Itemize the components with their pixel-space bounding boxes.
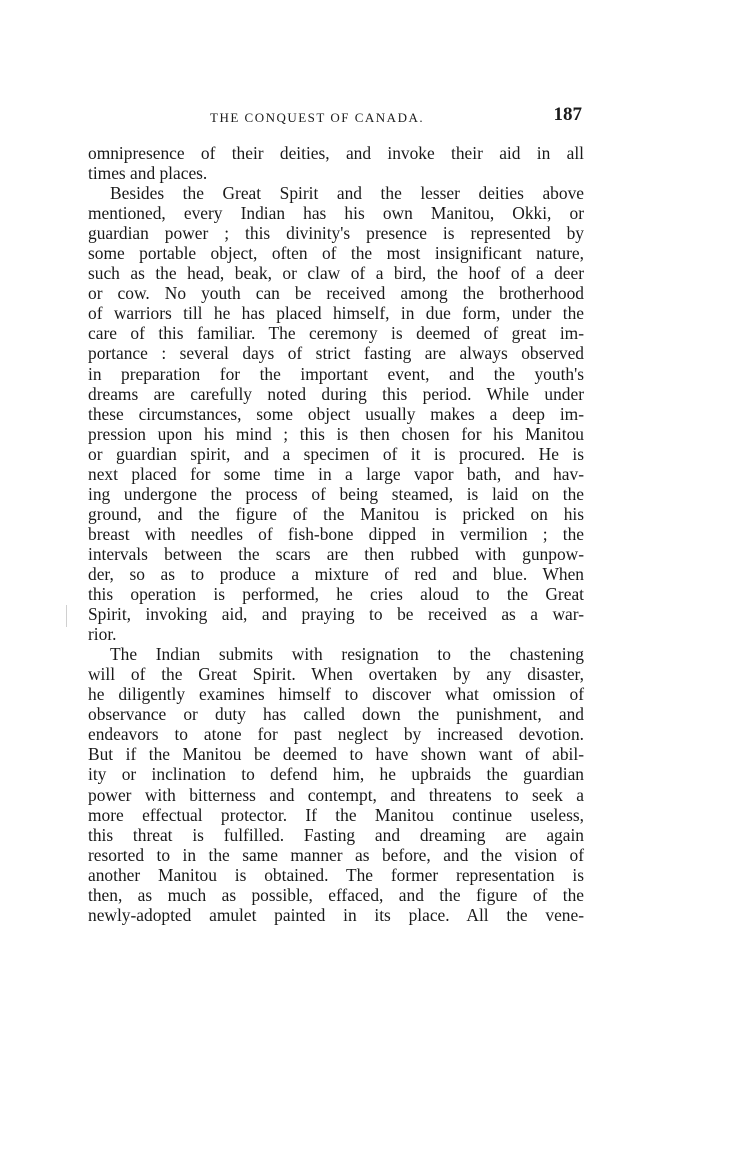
text-line: der, so as to produce a mixture of red and blue. When	[88, 563, 584, 584]
text-line: more effectual protector. If the Manitou continue useless,	[88, 804, 584, 825]
text-line: But if the Manitou be deemed to have shown want of abil-	[88, 744, 584, 765]
text-line: will of the Great Spirit. When overtaken by any disaster,	[88, 664, 584, 685]
page-number: 187	[553, 104, 582, 125]
text-line: resorted to in the same manner as before, and the vision of	[88, 844, 584, 865]
text-line: ground, and the figure of the Manitou is pricked on his	[88, 503, 584, 524]
text-line: another Manitou is obtained. The former representation is	[88, 864, 584, 885]
text-line: or guardian spirit, and a specimen of it is procured. He is	[88, 443, 584, 464]
text-line: in preparation for the important event, and the youth's	[88, 363, 584, 384]
running-title: THE CONQUEST OF CANADA.	[210, 110, 425, 125]
text-line: next placed for some time in a large vapor bath, and hav-	[88, 463, 584, 484]
text-line: he diligently examines himself to discover what omission of	[88, 684, 584, 705]
text-line: care of this familiar. The ceremony is deemed of great im-	[88, 323, 584, 344]
text-line: rior.	[88, 624, 117, 645]
text-line: endeavors to atone for past neglect by increased devotion.	[88, 724, 584, 745]
text-line: pression upon his mind ; this is then chosen for his Manitou	[88, 423, 584, 444]
text-line: The Indian submits with resignation to the chastening	[110, 644, 584, 665]
text-line: portance : several days of strict fasting are always observed	[88, 343, 584, 364]
text-line: breast with needles of fish-bone dipped in vermilion ; the	[88, 523, 584, 544]
text-line: then, as much as possible, effaced, and the figure of the	[88, 884, 584, 905]
text-line: ity or inclination to defend him, he upbraids the guardian	[88, 764, 584, 785]
text-line: power with bitterness and contempt, and threatens to seek a	[88, 784, 584, 805]
text-line: observance or duty has called down the punishment, and	[88, 704, 584, 725]
margin-pencil-mark	[66, 605, 67, 627]
text-line: or cow. No youth can be received among the brotherhood	[88, 283, 584, 304]
text-line: times and places.	[88, 163, 208, 184]
text-line: this operation is performed, he cries aloud to the Great	[88, 584, 584, 605]
text-line: ing undergone the process of being steamed, is laid on the	[88, 483, 584, 504]
text-line: newly-adopted amulet painted in its place. All the vene-	[88, 904, 584, 925]
text-line: such as the head, beak, or claw of a bird, the hoof of a deer	[88, 263, 584, 284]
text-line: Besides the Great Spirit and the lesser deities above	[110, 183, 584, 204]
text-line: omnipresence of their deities, and invoke their aid in all	[88, 143, 584, 163]
body-text	[88, 143, 584, 925]
running-head	[88, 104, 584, 130]
text-line: Spirit, invoking aid, and praying to be received as a war-	[88, 604, 584, 625]
text-line: intervals between the scars are then rubbed with gunpow-	[88, 543, 584, 564]
text-line: mentioned, every Indian has his own Manitou, Okki, or	[88, 203, 584, 224]
text-line: of warriors till he has placed himself, in due form, under the	[88, 303, 584, 324]
text-line: some portable object, often of the most insignificant nature,	[88, 243, 584, 264]
text-line: these circumstances, some object usually makes a deep im-	[88, 403, 584, 424]
text-line: this threat is fulfilled. Fasting and dreaming are again	[88, 824, 584, 845]
text-line: guardian power ; this divinity's presence is represented by	[88, 223, 584, 244]
text-line: dreams are carefully noted during this period. While under	[88, 383, 584, 404]
